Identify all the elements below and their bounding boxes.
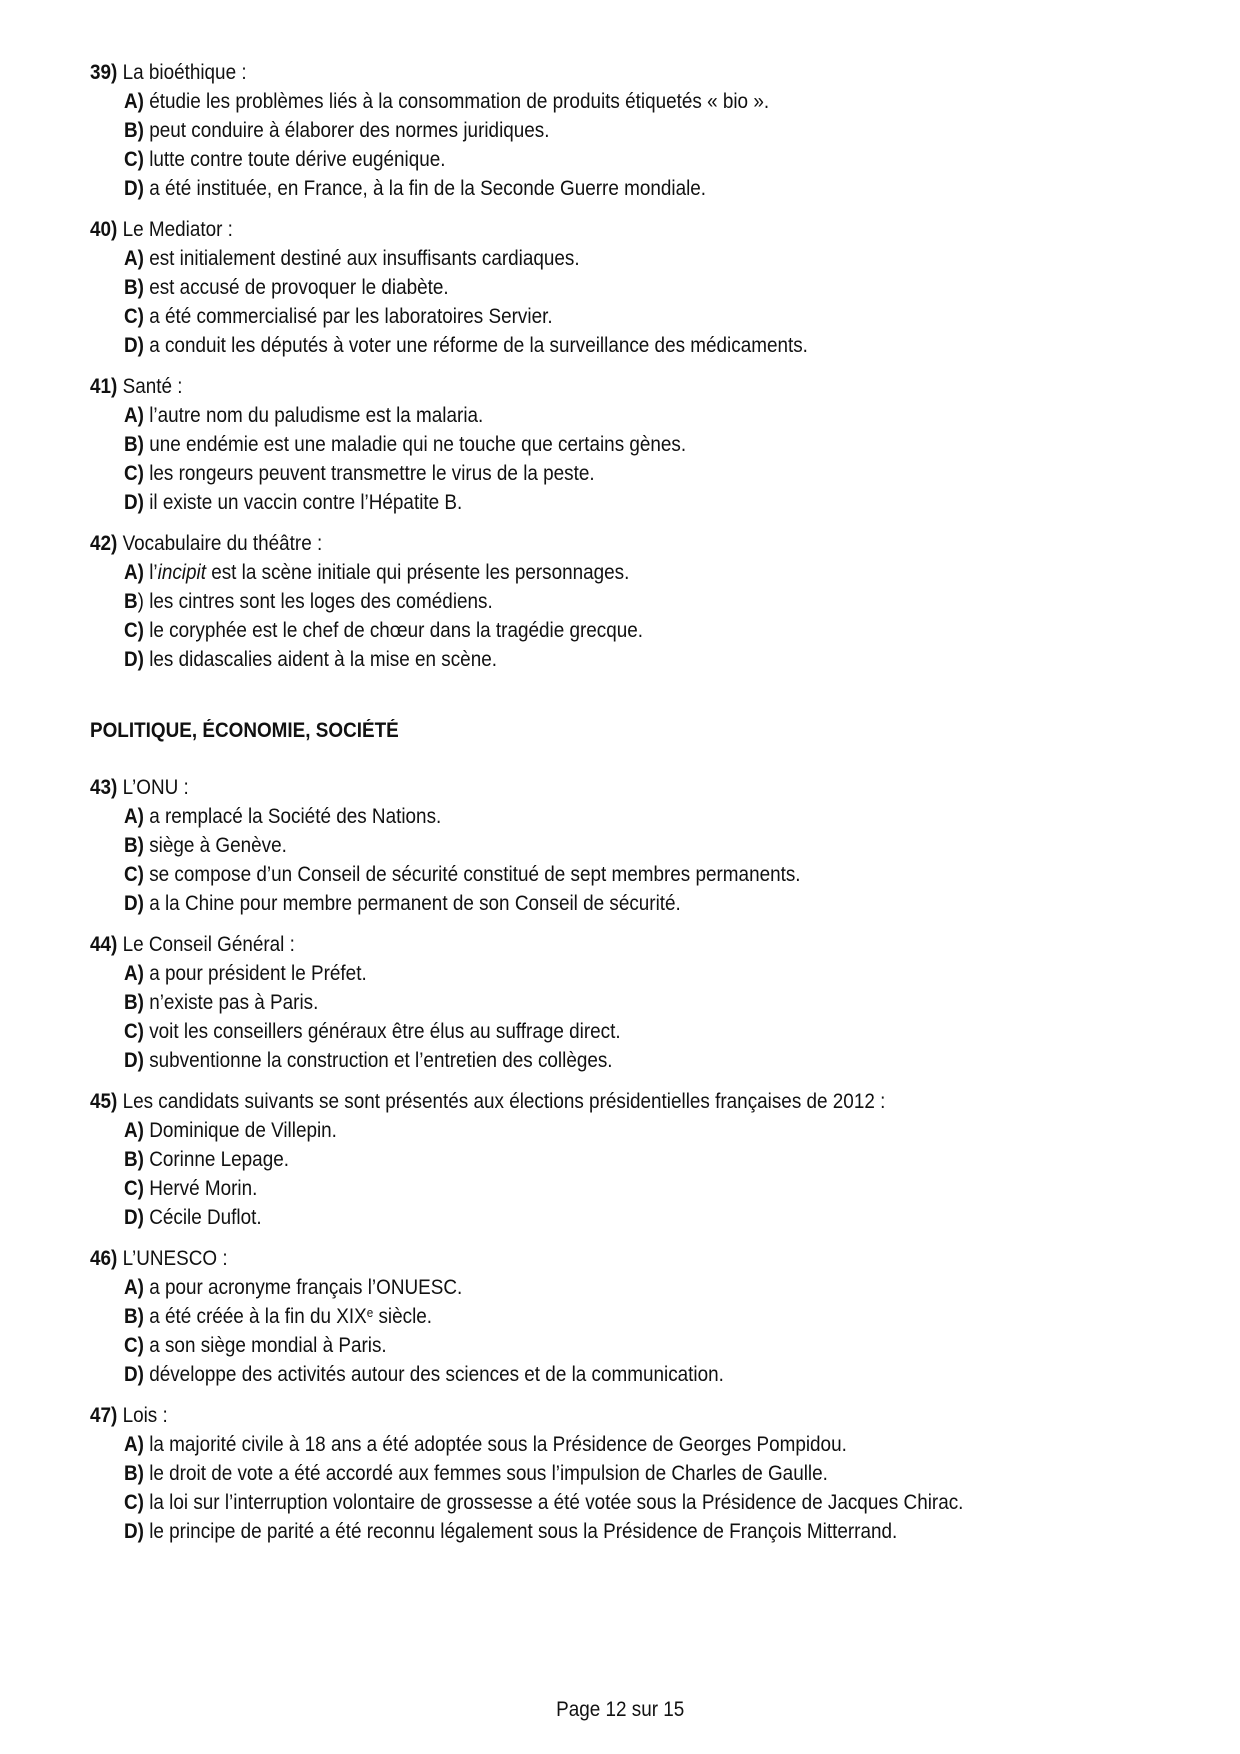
answer-option	[90, 145, 1170, 174]
answer-letter: D)	[124, 177, 144, 200]
answer-letter: A)	[124, 962, 144, 985]
answer-list	[90, 244, 1170, 360]
answer-letter: B)	[124, 1462, 144, 1485]
question	[90, 1087, 1170, 1232]
answer-option	[90, 430, 1170, 459]
answer-option	[90, 401, 1170, 430]
answer-letter: C)	[124, 1334, 144, 1357]
answer-text: Hervé Morin.	[149, 1177, 258, 1200]
answer-line	[124, 401, 483, 430]
question-text: Santé :	[122, 375, 183, 398]
answer-letter: A)	[124, 1276, 144, 1299]
answer-letter: C)	[124, 305, 144, 328]
answer-letter: A)	[124, 1119, 144, 1142]
question	[90, 773, 1170, 918]
answer-letter: A)	[124, 404, 144, 427]
answer-text: une endémie est une maladie qui ne touche que certains gènes.	[149, 433, 687, 456]
question-number: 42)	[90, 532, 118, 555]
answer-text: la majorité civile à 18 ans a été adoptée sous la Présidence de Georges Pompidou.	[149, 1433, 847, 1456]
answer-line	[124, 1430, 847, 1459]
answer-option	[90, 802, 1170, 831]
answer-letter: A)	[124, 90, 144, 113]
question	[90, 215, 1170, 360]
answer-text: subventionne la construction et l’entretien des collèges.	[149, 1049, 613, 1072]
answer-text: Dominique de Villepin.	[149, 1119, 337, 1142]
answer-line	[124, 244, 580, 273]
question	[90, 1401, 1170, 1546]
question-number: 40)	[90, 218, 118, 241]
answer-text: le droit de vote a été accordé aux femmes sous l’impulsion de Charles de Gaulle.	[149, 1462, 828, 1485]
answer-line	[124, 1203, 262, 1232]
section-title: POLITIQUE, ÉCONOMIE, SOCIÉTÉ	[90, 719, 399, 742]
question-number: 43)	[90, 776, 118, 799]
answer-text: a été instituée, en France, à la fin de la Seconde Guerre mondiale.	[149, 177, 707, 200]
question-stem	[90, 773, 1062, 802]
question-number: 46)	[90, 1247, 118, 1270]
answer-line	[124, 145, 446, 174]
answer-line	[124, 889, 681, 918]
answer-list	[90, 558, 1170, 674]
answer-line	[124, 959, 367, 988]
answer-letter: C)	[124, 1020, 144, 1043]
answer-line	[124, 331, 808, 360]
answer-letter: D)	[124, 648, 144, 671]
answer-letter: B)	[124, 276, 144, 299]
answer-text: a pour président le Préfet.	[149, 962, 367, 985]
answer-text: est accusé de provoquer le diabète.	[149, 276, 449, 299]
answer-option	[90, 1302, 1170, 1331]
questions-group-2	[90, 773, 1170, 1546]
answer-letter: A)	[124, 1433, 144, 1456]
answer-line	[124, 174, 706, 203]
answer-letter: D)	[124, 491, 144, 514]
answer-line	[124, 1331, 387, 1360]
answer-option	[90, 174, 1170, 203]
answer-option	[90, 244, 1170, 273]
question-stem	[90, 215, 1062, 244]
page-number: Page 12 sur 15	[555, 1698, 685, 1721]
question-text: Vocabulaire du théâtre :	[122, 532, 323, 555]
answer-italic-term: incipit	[157, 561, 206, 584]
answer-letter: D)	[124, 1206, 144, 1229]
answer-text: se compose d’un Conseil de sécurité constitué de sept membres permanents.	[149, 863, 801, 886]
question-text: L’ONU :	[122, 776, 189, 799]
answer-line	[124, 1488, 963, 1517]
answer-option	[90, 1203, 1170, 1232]
answer-option	[90, 331, 1170, 360]
answer-line	[124, 1302, 432, 1331]
question-stem	[90, 58, 1062, 87]
answer-list	[90, 401, 1170, 517]
question-text: La bioéthique :	[122, 61, 247, 84]
answer-text-after: siècle.	[373, 1305, 433, 1328]
answer-text: il existe un vaccin contre l’Hépatite B.	[149, 491, 463, 514]
answer-line	[124, 1116, 337, 1145]
answer-text: est la scène initiale qui présente les personnages.	[205, 561, 630, 584]
question-stem	[90, 1244, 1062, 1273]
answer-option	[90, 1459, 1170, 1488]
answer-line	[124, 459, 595, 488]
page-content	[90, 58, 1170, 1558]
answer-line	[124, 831, 287, 860]
answer-text: Corinne Lepage.	[149, 1148, 289, 1171]
answer-option	[90, 1174, 1170, 1203]
answer-option	[90, 1331, 1170, 1360]
question	[90, 58, 1170, 203]
answer-text: les rongeurs peuvent transmettre le virus de la peste.	[149, 462, 595, 485]
answer-line	[124, 802, 441, 831]
answer-text: a remplacé la Société des Nations.	[149, 805, 442, 828]
answer-option	[90, 860, 1170, 889]
question	[90, 529, 1170, 674]
question-number: 39)	[90, 61, 118, 84]
answer-letter-suffix: )	[137, 590, 144, 613]
answer-line	[124, 988, 318, 1017]
question	[90, 372, 1170, 517]
answer-letter: B)	[124, 991, 144, 1014]
question-number: 47)	[90, 1404, 118, 1427]
question-text: L’UNESCO :	[122, 1247, 228, 1270]
answer-list	[90, 802, 1170, 918]
answer-list	[90, 1273, 1170, 1389]
answer-text: a été créée à la fin du XIX	[149, 1305, 367, 1328]
question-text: Lois :	[122, 1404, 168, 1427]
answer-text: Cécile Duflot.	[149, 1206, 262, 1229]
question-stem	[90, 529, 1062, 558]
answer-text: a la Chine pour membre permanent de son Conseil de sécurité.	[149, 892, 681, 915]
answer-letter: C)	[124, 619, 144, 642]
answer-text: a pour acronyme français l’ONUESC.	[149, 1276, 463, 1299]
answer-option	[90, 1273, 1170, 1302]
answer-option	[90, 616, 1170, 645]
answer-option	[90, 831, 1170, 860]
answer-line	[124, 87, 769, 116]
answer-text: lutte contre toute dérive eugénique.	[149, 148, 446, 171]
question-number: 45)	[90, 1090, 118, 1113]
answer-letter: B)	[124, 1148, 144, 1171]
answer-line	[124, 488, 462, 517]
answer-option	[90, 1017, 1170, 1046]
answer-text: siège à Genève.	[149, 834, 287, 857]
answer-text: étudie les problèmes liés à la consommation de produits étiquetés « bio ».	[149, 90, 770, 113]
question-number: 41)	[90, 375, 118, 398]
answer-option	[90, 1360, 1170, 1389]
question	[90, 1244, 1170, 1389]
answer-text: l’autre nom du paludisme est la malaria.	[149, 404, 484, 427]
answer-line	[124, 587, 493, 616]
question-text: Les candidats suivants se sont présentés aux élections présidentielles françaises de 2012 :	[122, 1090, 886, 1113]
answer-line	[124, 273, 449, 302]
answer-line	[124, 430, 686, 459]
answer-letter: B	[124, 590, 138, 613]
answer-letter: A)	[124, 247, 144, 270]
answer-line	[124, 1046, 613, 1075]
answer-text: a son siège mondial à Paris.	[149, 1334, 387, 1357]
answer-option	[90, 302, 1170, 331]
answer-text: a conduit les députés à voter une réforme de la surveillance des médicaments.	[149, 334, 808, 357]
answer-option	[90, 558, 1170, 587]
answer-option	[90, 645, 1170, 674]
answer-option	[90, 273, 1170, 302]
answer-line	[124, 558, 629, 587]
answer-line	[124, 1017, 621, 1046]
answer-letter: D)	[124, 1363, 144, 1386]
answer-text: n’existe pas à Paris.	[149, 991, 319, 1014]
answer-option	[90, 889, 1170, 918]
answer-letter: D)	[124, 334, 144, 357]
answer-letter: A)	[124, 805, 144, 828]
answer-option	[90, 459, 1170, 488]
answer-letter: B)	[124, 119, 144, 142]
answer-option	[90, 1517, 1170, 1546]
question-stem	[90, 372, 1062, 401]
answer-option	[90, 1488, 1170, 1517]
answer-option	[90, 1430, 1170, 1459]
answer-line	[124, 1273, 462, 1302]
answer-line	[124, 1459, 828, 1488]
answer-option	[90, 87, 1170, 116]
answer-line	[124, 302, 553, 331]
answer-text: les cintres sont les loges des comédiens.	[149, 590, 493, 613]
answer-letter: D)	[124, 892, 144, 915]
answer-option	[90, 1116, 1170, 1145]
answer-text: est initialement destiné aux insuffisants cardiaques.	[149, 247, 580, 270]
answer-line	[124, 1174, 257, 1203]
answer-list	[90, 87, 1170, 203]
answer-letter: C)	[124, 462, 144, 485]
answer-line	[124, 616, 643, 645]
answer-line	[124, 645, 497, 674]
answer-letter: C)	[124, 148, 144, 171]
answer-option	[90, 587, 1170, 616]
answer-line	[124, 116, 550, 145]
answer-text: peut conduire à élaborer des normes juridiques.	[149, 119, 550, 142]
answer-text: le principe de parité a été reconnu légalement sous la Présidence de François Mitterrand.	[149, 1520, 898, 1543]
answer-letter: D)	[124, 1049, 144, 1072]
question-stem	[90, 930, 1062, 959]
question	[90, 930, 1170, 1075]
question-number: 44)	[90, 933, 118, 956]
answer-option	[90, 959, 1170, 988]
question-stem	[90, 1401, 1062, 1430]
question-text: Le Mediator :	[122, 218, 233, 241]
answer-text: a été commercialisé par les laboratoires Servier.	[149, 305, 553, 328]
answer-text: les didascalies aident à la mise en scène.	[149, 648, 497, 671]
answer-letter: C)	[124, 1177, 144, 1200]
answer-line	[124, 1360, 724, 1389]
answer-list	[90, 1430, 1170, 1546]
answer-list	[90, 1116, 1170, 1232]
answer-text: la loi sur l’interruption volontaire de grossesse a été votée sous la Présidence de Jacques Chirac.	[149, 1491, 964, 1514]
answer-letter: A)	[124, 561, 144, 584]
answer-letter: B)	[124, 834, 144, 857]
question-text: Le Conseil Général :	[122, 933, 295, 956]
answer-letter: B)	[124, 433, 144, 456]
answer-text-prefix: l’	[149, 561, 158, 584]
answer-letter: B)	[124, 1305, 144, 1328]
answer-list	[90, 959, 1170, 1075]
answer-letter: D)	[124, 1520, 144, 1543]
answer-option	[90, 1145, 1170, 1174]
answer-letter: C)	[124, 1491, 144, 1514]
answer-superscript: e	[366, 1305, 374, 1320]
answer-option	[90, 1046, 1170, 1075]
questions-group-1	[90, 58, 1170, 674]
answer-line	[124, 1517, 897, 1546]
answer-text: le coryphée est le chef de chœur dans la tragédie grecque.	[149, 619, 644, 642]
answer-option	[90, 988, 1170, 1017]
answer-text: voit les conseillers généraux être élus au suffrage direct.	[149, 1020, 621, 1043]
answer-option	[90, 116, 1170, 145]
answer-text: développe des activités autour des sciences et de la communication.	[149, 1363, 724, 1386]
answer-letter: C)	[124, 863, 144, 886]
question-stem	[90, 1087, 1062, 1116]
answer-line	[124, 1145, 289, 1174]
page-footer	[0, 1695, 1240, 1724]
answer-line	[124, 860, 801, 889]
answer-option	[90, 488, 1170, 517]
